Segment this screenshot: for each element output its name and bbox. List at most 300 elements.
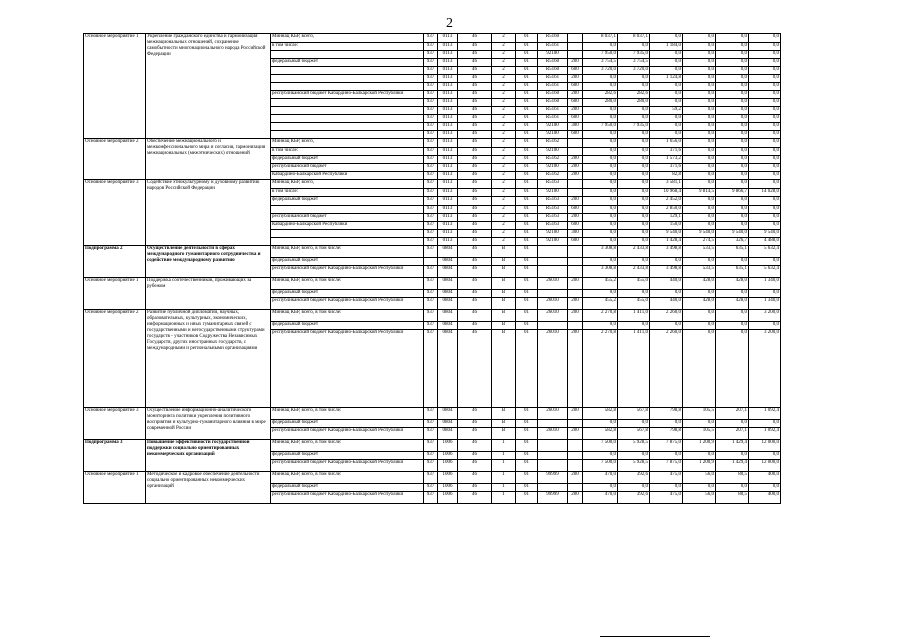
- code-cell: 2: [492, 230, 516, 238]
- code-cell: R5161: [538, 83, 568, 91]
- code-cell: 0113: [438, 107, 458, 115]
- code-cell: 0804: [438, 298, 458, 310]
- amount-cell: 0,0: [749, 214, 781, 222]
- code-cell: 937: [424, 51, 438, 59]
- code-cell: 0804: [438, 290, 458, 298]
- code-cell: 01: [516, 115, 538, 123]
- funding-source: республиканский бюджет Кабардино-Балкарской Республики: [271, 330, 424, 408]
- amount-cell: 0,0: [749, 67, 781, 75]
- amount-cell: 0,0: [749, 206, 781, 214]
- code-cell: 0113: [438, 189, 458, 197]
- code-cell: 937: [424, 428, 438, 440]
- amount-cell: 1 200,9: [683, 440, 716, 452]
- amount-cell: 582,8: [583, 408, 618, 420]
- code-cell: 01: [516, 51, 538, 59]
- amount-cell: 533,5: [683, 246, 716, 258]
- code-cell: 0113: [438, 222, 458, 230]
- amount-cell: 0,0: [716, 290, 749, 298]
- amount-cell: 7 950,0: [583, 123, 618, 131]
- code-cell: 46: [458, 472, 492, 484]
- code-cell: 46: [458, 206, 492, 214]
- code-cell: 0113: [438, 164, 458, 172]
- code-cell: 46: [458, 59, 492, 67]
- amount-cell: 0,0: [749, 222, 781, 230]
- amount-cell: 0,0: [618, 230, 650, 238]
- funding-source: Миннац КБР, всего, в том числе:: [271, 310, 424, 322]
- code-cell: 46: [458, 115, 492, 123]
- code-cell: 200: [568, 75, 583, 83]
- code-cell: 200: [568, 156, 583, 164]
- code-cell: [568, 322, 583, 330]
- funding-source: федеральный бюджет: [271, 322, 424, 330]
- amount-cell: 635,1: [716, 266, 749, 278]
- funding-source: республиканский бюджет Кабардино-Балкарской Республики: [271, 428, 424, 440]
- code-cell: 46: [458, 123, 492, 131]
- code-cell: 1006: [438, 472, 458, 484]
- code-cell: [538, 452, 568, 460]
- code-cell: 46: [458, 91, 492, 99]
- amount-cell: 0,0: [650, 91, 683, 99]
- amount-cell: 0,0: [683, 330, 716, 408]
- amount-cell: 0,0: [716, 222, 749, 230]
- code-cell: В: [492, 258, 516, 266]
- code-cell: 200: [568, 214, 583, 222]
- code-cell: 937: [424, 156, 438, 164]
- amount-cell: 0,0: [618, 258, 650, 266]
- amount-cell: 0,0: [583, 222, 618, 230]
- amount-cell: 0,0: [583, 189, 618, 197]
- amount-cell: 0,0: [716, 115, 749, 123]
- amount-cell: 1 092,4: [749, 428, 781, 440]
- code-cell: 937: [424, 322, 438, 330]
- code-cell: 01: [516, 230, 538, 238]
- code-cell: 01: [516, 440, 538, 452]
- amount-cell: 1 340,0: [749, 298, 781, 310]
- code-cell: 937: [424, 472, 438, 484]
- amount-cell: 455,2: [583, 278, 618, 290]
- code-cell: 46: [458, 322, 492, 330]
- code-cell: [538, 460, 568, 472]
- code-cell: 200: [568, 408, 583, 420]
- code-cell: 200: [568, 197, 583, 206]
- funding-source: [271, 83, 424, 91]
- code-cell: 92100: [538, 164, 568, 172]
- code-cell: 0113: [438, 67, 458, 75]
- amount-cell: 0,0: [683, 156, 716, 164]
- activity-description: Поддержка соотечественников, проживающих за рубежом: [146, 278, 271, 310]
- code-cell: 2: [492, 83, 516, 91]
- code-cell: 937: [424, 172, 438, 180]
- amount-cell: 14 028,0: [749, 189, 781, 197]
- code-cell: 937: [424, 83, 438, 91]
- code-cell: 46: [458, 214, 492, 222]
- code-cell: 99999: [538, 472, 568, 484]
- code-cell: 937: [424, 484, 438, 492]
- code-cell: 46: [458, 75, 492, 83]
- amount-cell: 0,0: [618, 139, 650, 148]
- code-cell: 0804: [438, 428, 458, 440]
- amount-cell: 0,0: [683, 75, 716, 83]
- amount-cell: 2 452,0: [650, 197, 683, 206]
- amount-cell: 0,0: [650, 322, 683, 330]
- code-cell: 2: [492, 197, 516, 206]
- table-row: [84, 310, 814, 322]
- amount-cell: 7 935,0: [618, 51, 650, 59]
- code-cell: 600: [568, 131, 583, 139]
- code-cell: 600: [568, 115, 583, 123]
- amount-cell: 0,0: [716, 99, 749, 107]
- amount-cell: 0,0: [716, 172, 749, 180]
- code-cell: 2: [492, 172, 516, 180]
- code-cell: 300: [568, 123, 583, 131]
- amount-cell: 0,0: [618, 148, 650, 156]
- code-cell: 0113: [438, 115, 458, 123]
- code-cell: 937: [424, 91, 438, 99]
- code-cell: 46: [458, 258, 492, 266]
- code-cell: [538, 246, 568, 258]
- code-cell: 0113: [438, 238, 458, 246]
- code-cell: 600: [568, 67, 583, 75]
- code-cell: В: [492, 330, 516, 408]
- code-cell: [568, 180, 583, 189]
- amount-cell: 0,0: [749, 34, 781, 43]
- code-cell: 0113: [438, 197, 458, 206]
- code-cell: 46: [458, 197, 492, 206]
- amount-cell: 8 037,1: [618, 34, 650, 43]
- code-cell: 937: [424, 278, 438, 290]
- code-cell: 1: [492, 440, 516, 452]
- amount-cell: 0,0: [716, 34, 749, 43]
- amount-cell: 0,0: [618, 115, 650, 123]
- amount-cell: 0,0: [716, 67, 749, 75]
- code-cell: R5163: [538, 214, 568, 222]
- amount-cell: 0,0: [749, 91, 781, 99]
- amount-cell: 0,0: [716, 484, 749, 492]
- amount-cell: 428,0: [683, 298, 716, 310]
- code-cell: 937: [424, 420, 438, 428]
- funding-source: Кабардино-Балкарской Республики: [271, 222, 424, 230]
- table-row: [84, 246, 814, 258]
- code-cell: R5161: [538, 115, 568, 123]
- funding-source: Миннац КБР, всего,: [271, 34, 424, 43]
- amount-cell: 1 429,4: [716, 460, 749, 472]
- funding-source: Миннац КБР, всего,: [271, 139, 424, 148]
- amount-cell: 428,0: [716, 278, 749, 290]
- amount-cell: 0,0: [749, 156, 781, 164]
- amount-cell: 0,0: [716, 139, 749, 148]
- code-cell: 0113: [438, 34, 458, 43]
- amount-cell: 400,0: [749, 492, 781, 504]
- amount-cell: 0,0: [650, 131, 683, 139]
- funding-source: Миннац КБР, всего, в том числе:: [271, 408, 424, 420]
- amount-cell: 0,0: [583, 322, 618, 330]
- code-cell: 46: [458, 148, 492, 156]
- code-cell: В: [492, 428, 516, 440]
- code-cell: 46: [458, 452, 492, 460]
- amount-cell: 455,0: [618, 298, 650, 310]
- activity-description: Укрепление гражданского единства и гармонизация межнациональных отношений, сохранение самобытности многонационального народа Российской Федерации: [146, 34, 271, 139]
- code-cell: 01: [516, 278, 538, 290]
- amount-cell: 5 928,5: [618, 440, 650, 452]
- code-cell: 26010: [538, 428, 568, 440]
- funding-source: федеральный бюджет: [271, 197, 424, 206]
- amount-cell: 0,0: [749, 172, 781, 180]
- footer-line: [600, 636, 710, 637]
- funding-source: федеральный бюджет: [271, 258, 424, 266]
- code-cell: R5162: [538, 172, 568, 180]
- amount-cell: 0,0: [618, 484, 650, 492]
- amount-cell: 0,0: [683, 115, 716, 123]
- activity-description: Развитие публичной дипломатии, научных, образовательных, культурных, экономических, информационных и иных гуманитарных связей с государственными и негосударственными структурами государств - участников Содружества Независимых Государств, других иностранных государств, с международными и региональными организациями: [146, 310, 271, 408]
- funding-source: [271, 99, 424, 107]
- code-cell: 46: [458, 131, 492, 139]
- amount-cell: 3 754,5: [583, 59, 618, 67]
- funding-source: Миннац КБР, всего, в том числе:: [271, 440, 424, 452]
- code-cell: 46: [458, 484, 492, 492]
- table-row: [84, 180, 814, 189]
- amount-cell: 0,0: [650, 51, 683, 59]
- amount-cell: 2 260,0: [650, 330, 683, 408]
- amount-cell: 7 935,0: [618, 123, 650, 131]
- amount-cell: 0,0: [749, 290, 781, 298]
- code-cell: 2: [492, 75, 516, 83]
- amount-cell: 0,0: [583, 452, 618, 460]
- code-cell: 1: [492, 452, 516, 460]
- code-cell: 937: [424, 206, 438, 214]
- code-cell: R5163: [538, 180, 568, 189]
- code-cell: 01: [516, 460, 538, 472]
- amount-cell: 0,0: [583, 83, 618, 91]
- activity-name: Основное мероприятие 2: [84, 310, 146, 408]
- code-cell: В: [492, 290, 516, 298]
- amount-cell: 0,0: [683, 51, 716, 59]
- amount-cell: 428,0: [716, 298, 749, 310]
- amount-cell: 0,0: [683, 59, 716, 67]
- amount-cell: 0,0: [683, 206, 716, 214]
- amount-cell: 0,0: [583, 131, 618, 139]
- code-cell: 2: [492, 222, 516, 230]
- code-cell: 01: [516, 91, 538, 99]
- code-cell: 46: [458, 99, 492, 107]
- amount-cell: 1 092,4: [749, 408, 781, 420]
- funding-source: [271, 67, 424, 75]
- amount-cell: 0,0: [749, 59, 781, 67]
- code-cell: 937: [424, 131, 438, 139]
- code-cell: 0113: [438, 206, 458, 214]
- code-cell: 2: [492, 131, 516, 139]
- code-cell: 600: [568, 206, 583, 214]
- code-cell: 01: [516, 214, 538, 222]
- amount-cell: 0,0: [749, 322, 781, 330]
- amount-cell: 7 950,0: [583, 51, 618, 59]
- code-cell: 01: [516, 310, 538, 322]
- code-cell: 0804: [438, 246, 458, 258]
- funding-source: Миннац КБР, всего, в том числе:: [271, 472, 424, 484]
- amount-cell: 0,0: [683, 172, 716, 180]
- code-cell: R5161: [538, 107, 568, 115]
- amount-cell: 0,0: [618, 420, 650, 428]
- activity-name: Основное мероприятие 1: [84, 278, 146, 310]
- code-cell: 2: [492, 123, 516, 131]
- funding-source: [271, 131, 424, 139]
- code-cell: 0113: [438, 83, 458, 91]
- code-cell: 46: [458, 310, 492, 322]
- code-cell: 937: [424, 440, 438, 452]
- code-cell: [568, 266, 583, 278]
- code-cell: R5163: [538, 222, 568, 230]
- amount-cell: 428,0: [683, 278, 716, 290]
- code-cell: 2: [492, 180, 516, 189]
- code-cell: 937: [424, 123, 438, 131]
- code-cell: 01: [516, 197, 538, 206]
- code-cell: В: [492, 246, 516, 258]
- code-cell: 2: [492, 214, 516, 222]
- amount-cell: 0,0: [650, 115, 683, 123]
- amount-cell: 274,5: [683, 238, 716, 246]
- code-cell: 0804: [438, 322, 458, 330]
- code-cell: 200: [568, 298, 583, 310]
- code-cell: 1006: [438, 460, 458, 472]
- amount-cell: 0,0: [618, 238, 650, 246]
- code-cell: 01: [516, 180, 538, 189]
- code-cell: [568, 148, 583, 156]
- amount-cell: 0,0: [716, 420, 749, 428]
- amount-cell: 582,8: [583, 428, 618, 440]
- amount-cell: 0,0: [583, 484, 618, 492]
- amount-cell: 567,8: [618, 428, 650, 440]
- amount-cell: 0,0: [683, 34, 716, 43]
- amount-cell: 105,5: [683, 408, 716, 420]
- amount-cell: 0,0: [618, 214, 650, 222]
- code-cell: 01: [516, 492, 538, 504]
- code-cell: 01: [516, 452, 538, 460]
- code-cell: 0804: [438, 408, 458, 420]
- code-cell: 0113: [438, 91, 458, 99]
- amount-cell: 2 270,8: [583, 330, 618, 408]
- code-cell: 46: [458, 246, 492, 258]
- amount-cell: 0,0: [716, 258, 749, 266]
- code-cell: 26010: [538, 298, 568, 310]
- funding-source: [271, 230, 424, 238]
- amount-cell: 3 308,8: [583, 266, 618, 278]
- table-row: [84, 408, 814, 420]
- funding-source: [271, 51, 424, 59]
- code-cell: 01: [516, 67, 538, 75]
- amount-cell: 0,0: [749, 75, 781, 83]
- amount-cell: 371,6: [650, 148, 683, 156]
- code-cell: 26010: [538, 330, 568, 408]
- amount-cell: 0,0: [683, 139, 716, 148]
- code-cell: 2: [492, 148, 516, 156]
- code-cell: 2: [492, 91, 516, 99]
- amount-cell: 0,0: [583, 420, 618, 428]
- code-cell: 937: [424, 298, 438, 310]
- amount-cell: 0,0: [716, 322, 749, 330]
- funding-source: в том числе:: [271, 189, 424, 197]
- amount-cell: 798,8: [650, 408, 683, 420]
- code-cell: 46: [458, 43, 492, 51]
- code-cell: В: [492, 298, 516, 310]
- amount-cell: 0,0: [749, 420, 781, 428]
- code-cell: 2: [492, 139, 516, 148]
- code-cell: 2: [492, 99, 516, 107]
- funding-source: республиканский бюджет Кабардино-Балкарской Республики: [271, 298, 424, 310]
- amount-cell: 80,5: [716, 472, 749, 484]
- code-cell: 01: [516, 148, 538, 156]
- code-cell: [538, 322, 568, 330]
- code-cell: 200: [568, 330, 583, 408]
- amount-cell: 475,0: [650, 472, 683, 484]
- amount-cell: 0,0: [716, 310, 749, 322]
- code-cell: В: [492, 266, 516, 278]
- code-cell: 937: [424, 107, 438, 115]
- funding-source: республиканский бюджет Кабардино-Балкарской Республики: [271, 460, 424, 472]
- amount-cell: 0,0: [716, 330, 749, 408]
- amount-cell: 0,0: [583, 164, 618, 172]
- amount-cell: 280,0: [618, 99, 650, 107]
- code-cell: R5163: [538, 206, 568, 214]
- amount-cell: 0,0: [583, 180, 618, 189]
- code-cell: [568, 43, 583, 51]
- amount-cell: 475,0: [650, 492, 683, 504]
- amount-cell: 0,0: [650, 99, 683, 107]
- code-cell: 600: [568, 222, 583, 230]
- code-cell: 937: [424, 408, 438, 420]
- code-cell: 01: [516, 139, 538, 148]
- activity-name: Основное мероприятие 2: [84, 139, 146, 180]
- funding-source: в том числе:: [271, 43, 424, 51]
- amount-cell: 392,6: [618, 472, 650, 484]
- amount-cell: 0,0: [749, 83, 781, 91]
- code-cell: 46: [458, 298, 492, 310]
- code-cell: 600: [568, 83, 583, 91]
- amount-cell: 0,0: [618, 290, 650, 298]
- amount-cell: 1 411,0: [618, 310, 650, 322]
- code-cell: 200: [568, 492, 583, 504]
- code-cell: R5160: [538, 34, 568, 43]
- amount-cell: 0,0: [683, 322, 716, 330]
- code-cell: [568, 440, 583, 452]
- amount-cell: 0,0: [683, 83, 716, 91]
- code-cell: 0113: [438, 230, 458, 238]
- code-cell: R5162: [538, 156, 568, 164]
- amount-cell: 3 498,8: [650, 246, 683, 258]
- amount-cell: 0,0: [716, 131, 749, 139]
- amount-cell: 371,6: [650, 164, 683, 172]
- code-cell: 01: [516, 189, 538, 197]
- amount-cell: 2 433,8: [618, 246, 650, 258]
- amount-cell: 3 581,1: [650, 180, 683, 189]
- amount-cell: 280,0: [583, 99, 618, 107]
- amount-cell: 0,0: [583, 43, 618, 51]
- amount-cell: 12 000,0: [749, 440, 781, 452]
- code-cell: 2: [492, 59, 516, 67]
- amount-cell: 5 928,5: [618, 460, 650, 472]
- funding-source: Миннац КБР, всего,: [271, 180, 424, 189]
- code-cell: 937: [424, 43, 438, 51]
- code-cell: 01: [516, 472, 538, 484]
- code-cell: 937: [424, 266, 438, 278]
- code-cell: 01: [516, 164, 538, 172]
- code-cell: В: [492, 278, 516, 290]
- funding-source: республиканский бюджет: [271, 164, 424, 172]
- amount-cell: 0,0: [716, 83, 749, 91]
- funding-source: республиканский бюджет Кабардино-Балкарской Республики: [271, 91, 424, 99]
- activity-name: Основное мероприятие 3: [84, 180, 146, 246]
- amount-cell: 0,0: [749, 51, 781, 59]
- code-cell: [538, 266, 568, 278]
- amount-cell: 392,6: [618, 492, 650, 504]
